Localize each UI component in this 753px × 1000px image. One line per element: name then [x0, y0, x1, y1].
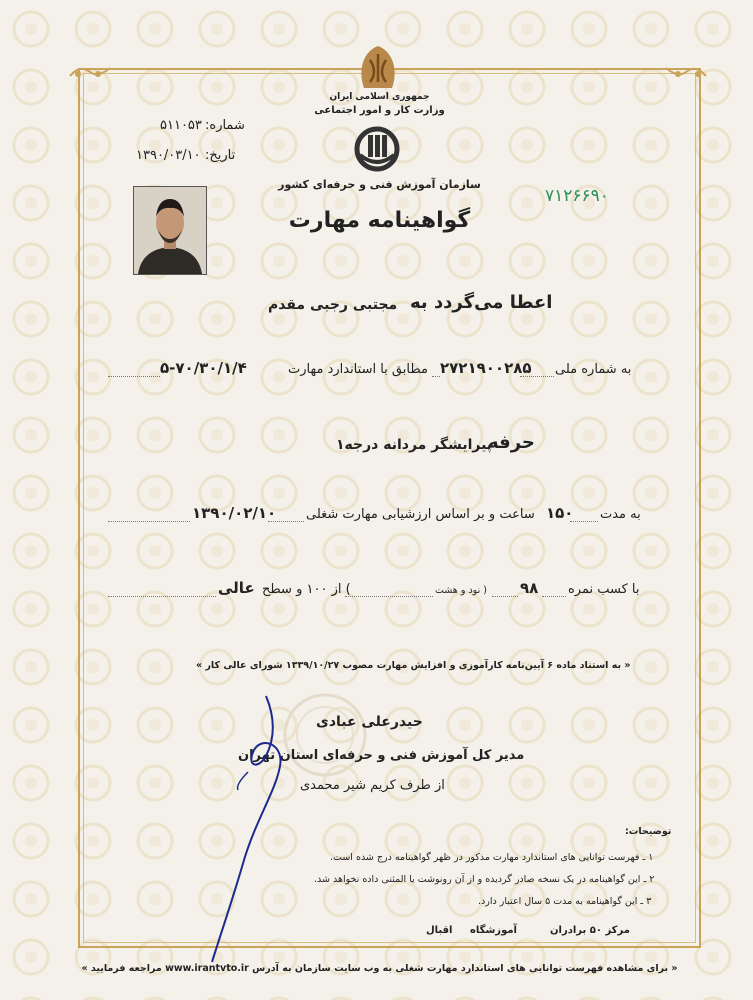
dotted-line [492, 596, 518, 597]
number-label: شماره: [205, 118, 245, 133]
national-id-value: ۲۷۲۱۹۰۰۲۸۵ [440, 359, 532, 377]
duration-hours: ۱۵۰ [546, 504, 574, 522]
score-words: ( نود و هشت [435, 585, 487, 596]
date-value: ۱۳۹۰/۰۳/۱۰ [136, 148, 201, 163]
trade-label: حرفه [488, 432, 535, 453]
dotted-line [108, 521, 190, 522]
signatory-behalf: از طرف کریم شیر محمدی [300, 778, 445, 793]
republic-label: جمهوری اسلامی ایران [329, 92, 430, 102]
dotted-line [570, 521, 598, 522]
dotted-line [432, 376, 440, 377]
signatory-position: مدیر کل آموزش فنی و حرفه‌ای استان تهران [238, 748, 525, 763]
signatory-name: حیدرعلی عبادی [316, 714, 423, 730]
duration-date: ۱۳۹۰/۰۲/۱۰ [192, 504, 277, 522]
ministry-label: وزارت کار و امور اجتماعی [314, 105, 445, 116]
center-name: مرکز ۵۰ برادران [550, 925, 630, 936]
note-item: ۲ ـ این گواهینامه در یک نسخه صادر گردیده و از آن رونوشت یا المثنی داده نخواهد شد. [314, 874, 655, 885]
legal-note: « به استناد ماده ۶ آیین‌نامه کارآموزی و افزایش مهارت مصوب ۱۳۳۹/۱۰/۲۷ شورای عالی کار » [196, 660, 631, 671]
awarded-label: اعطا می‌گردد به [410, 292, 553, 313]
dotted-line [108, 376, 160, 377]
school-label: آموزشگاه [470, 925, 517, 936]
score-label: با کسب نمره [568, 582, 640, 597]
corner-ornament-icon [68, 62, 112, 84]
note-item: ۳ ـ این گواهینامه به مدت ۵ سال اعتبار دارد. [478, 896, 652, 907]
number-value: ۵۱۱۰۵۳ [160, 118, 202, 133]
dotted-line [542, 596, 566, 597]
tvto-logo-icon [350, 125, 404, 173]
signature-icon [196, 690, 306, 970]
trade-value: پیرایشگر مردانه درجه۱ [336, 437, 493, 453]
school-value: اقبال [426, 925, 453, 936]
duration-label: به مدت [600, 507, 641, 522]
organization-label: سازمان آموزش فنی و حرفه‌ای کشور [278, 178, 481, 191]
score-level: عالی [218, 579, 255, 597]
holder-name: مجتبی رجبی مقدم [268, 297, 398, 313]
corner-ornament-icon [664, 62, 708, 84]
note-item: ۱ ـ فهرست توانایی های استاندارد مهارت مذکور در ظهر گواهینامه درج شده است. [330, 852, 654, 863]
score-close: ) از ۱۰۰ و سطح [262, 582, 351, 597]
certificate-title: گواهینامه مهارت [288, 208, 471, 233]
iran-emblem-icon [350, 42, 406, 94]
duration-middle: ساعت و بر اساس ارزشیابی مهارت شغلی [306, 507, 535, 522]
serial-number: ۷۱۲۶۶۹۰ [545, 186, 609, 206]
national-id-label: به شماره ملی [555, 362, 632, 377]
footer-note: « برای مشاهده فهرست توانایی های استاندارد مهارت شغلی به وب سایت سازمان به آدرس www.irantvto.ir مراجعه فرمایید » [81, 963, 678, 974]
dotted-line [108, 596, 216, 597]
standard-value: ۵-۷۰/۳۰/۱/۴ [160, 359, 247, 377]
dotted-line [345, 596, 433, 597]
date-label: تاریخ: [205, 148, 236, 163]
score-value: ۹۸ [520, 579, 539, 597]
notes-title: توضیحات: [625, 826, 672, 837]
standard-label: مطابق با استاندارد مهارت [288, 362, 428, 377]
